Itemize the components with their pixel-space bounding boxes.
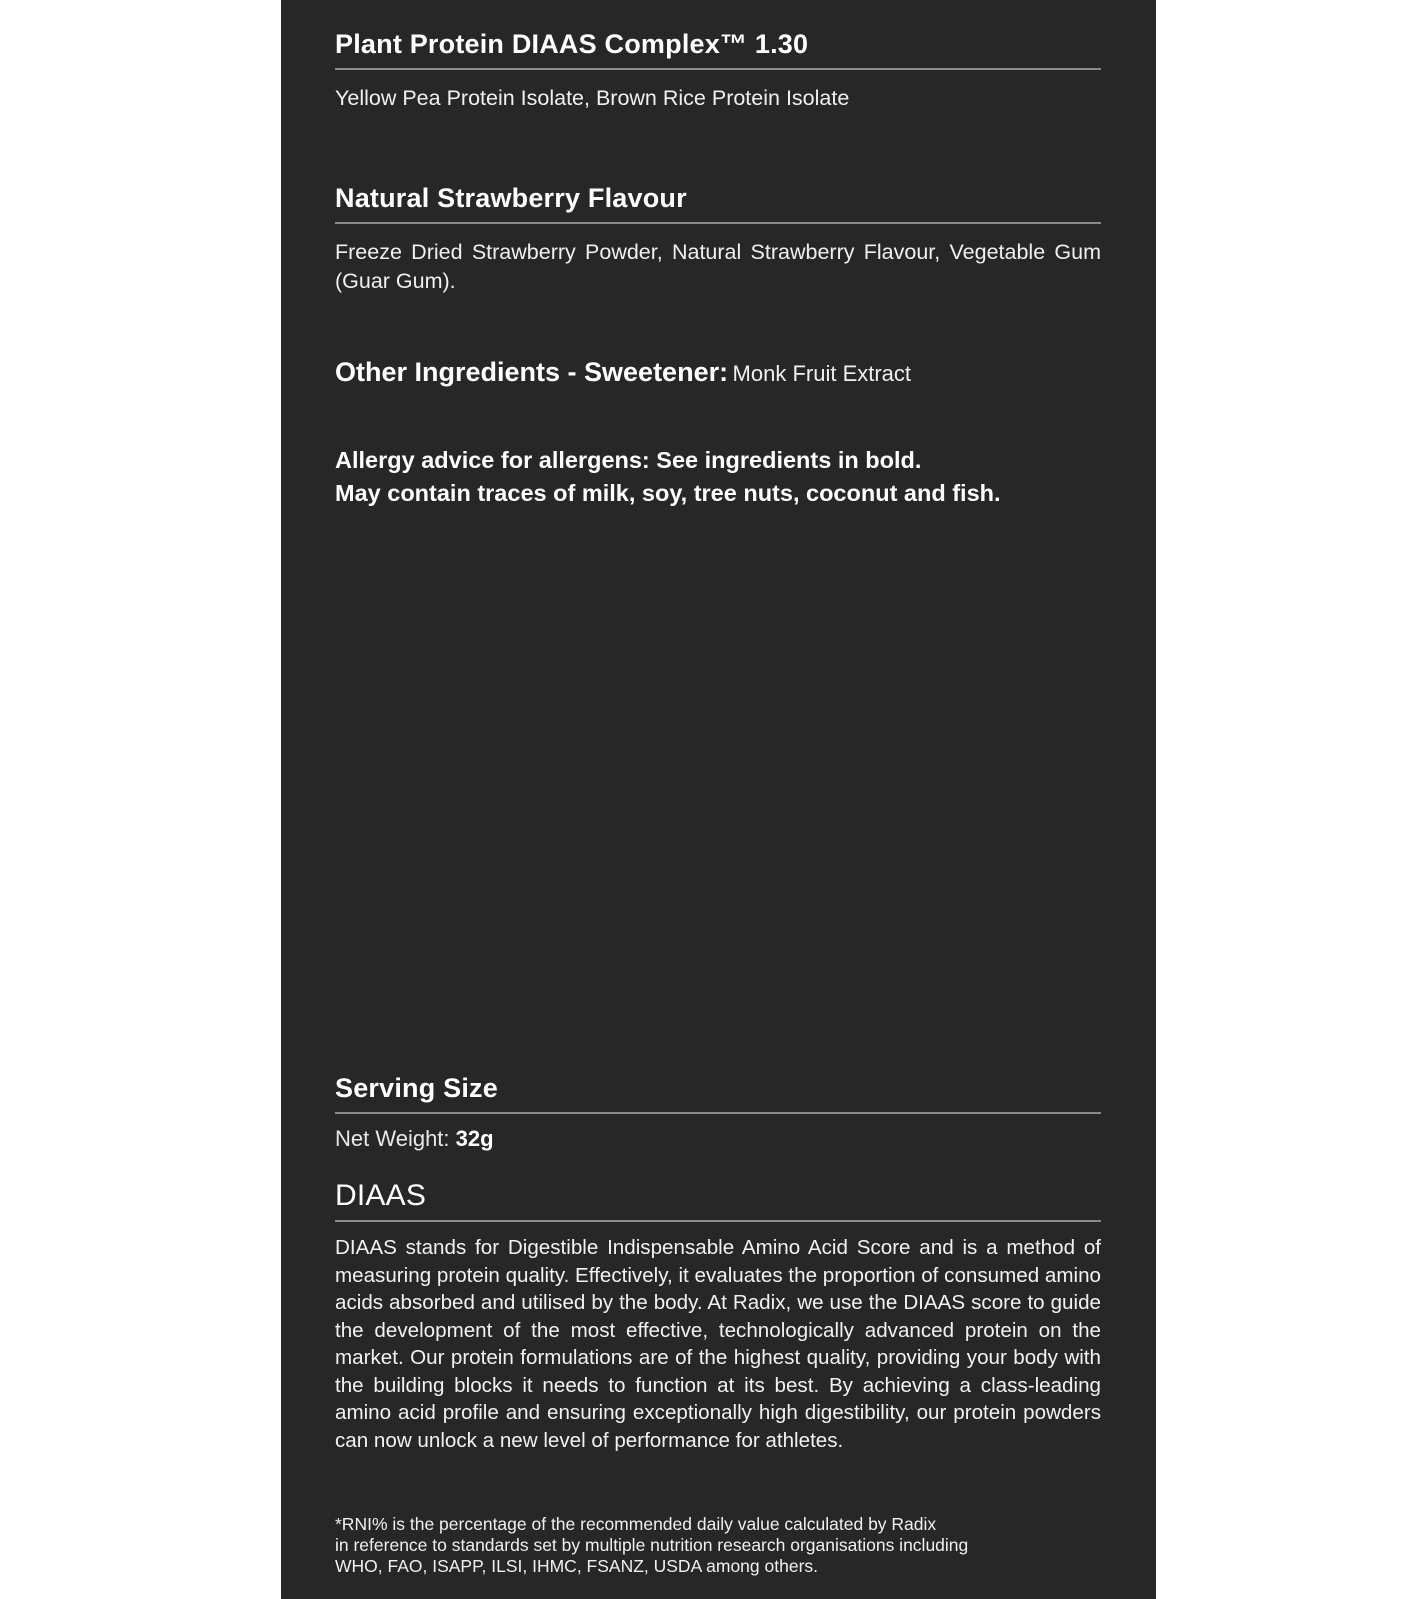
net-weight-value: 32g (455, 1126, 494, 1151)
allergy-line-1: Allergy advice for allergens: See ingredients in bold. (335, 447, 922, 473)
flavour-ingredients: Freeze Dried Strawberry Powder, Natural Strawberry Flavour, Vegetable Gum (Guar Gum). (335, 240, 1101, 293)
ingredients-panel (281, 0, 1156, 1599)
protein-heading: Plant Protein DIAAS Complex™ 1.30 (335, 28, 1101, 70)
footnote-line-1: *RNI% is the percentage of the recommended daily value calculated by Radix (335, 1514, 937, 1534)
serving-section (335, 1072, 1101, 1154)
serving-heading: Serving Size (335, 1072, 1101, 1114)
other-ingredients-label: Other Ingredients - Sweetener: (335, 357, 729, 387)
footnote-line-2: in reference to standards set by multiple nutrition research organisations including (335, 1535, 969, 1555)
allergy-advice (335, 444, 1101, 510)
footnote-line-3: WHO, FAO, ISAPP, ILSI, IHMC, FSANZ, USDA among others. (335, 1556, 819, 1576)
net-weight (335, 1124, 1101, 1154)
allergy-line-2: May contain traces of milk, soy, tree nuts, coconut and fish. (335, 480, 1001, 506)
diaas-heading: DIAAS (335, 1180, 1101, 1222)
rni-footnote (335, 1514, 1101, 1577)
protein-ingredients: Yellow Pea Protein Isolate, Brown Rice Protein Isolate (335, 86, 850, 110)
diaas-description: DIAAS stands for Digestible Indispensable Amino Acid Score and is a method of measuring protein quality. Effectively, it evaluates the proportion of consumed amino acids absorbed and utilised by the body. At Radix, we use the DIAAS score to guide the development of the most effective, technologically advanced protein on the market. Our protein formulations are of the highest quality, providing your body with the building blocks it needs to function at its best. By achieving a class-leading amino acid profile and ensuring exceptionally high digestibility, our protein powders can now unlock a new level of performance for athletes. (335, 1236, 1101, 1452)
other-ingredients (335, 355, 1101, 389)
protein-section (335, 28, 1101, 113)
other-ingredients-value: Monk Fruit Extract (732, 361, 912, 386)
net-weight-label: Net Weight: (335, 1126, 450, 1151)
diaas-section (335, 1180, 1101, 1454)
flavour-section (335, 182, 1101, 296)
flavour-heading: Natural Strawberry Flavour (335, 182, 1101, 224)
